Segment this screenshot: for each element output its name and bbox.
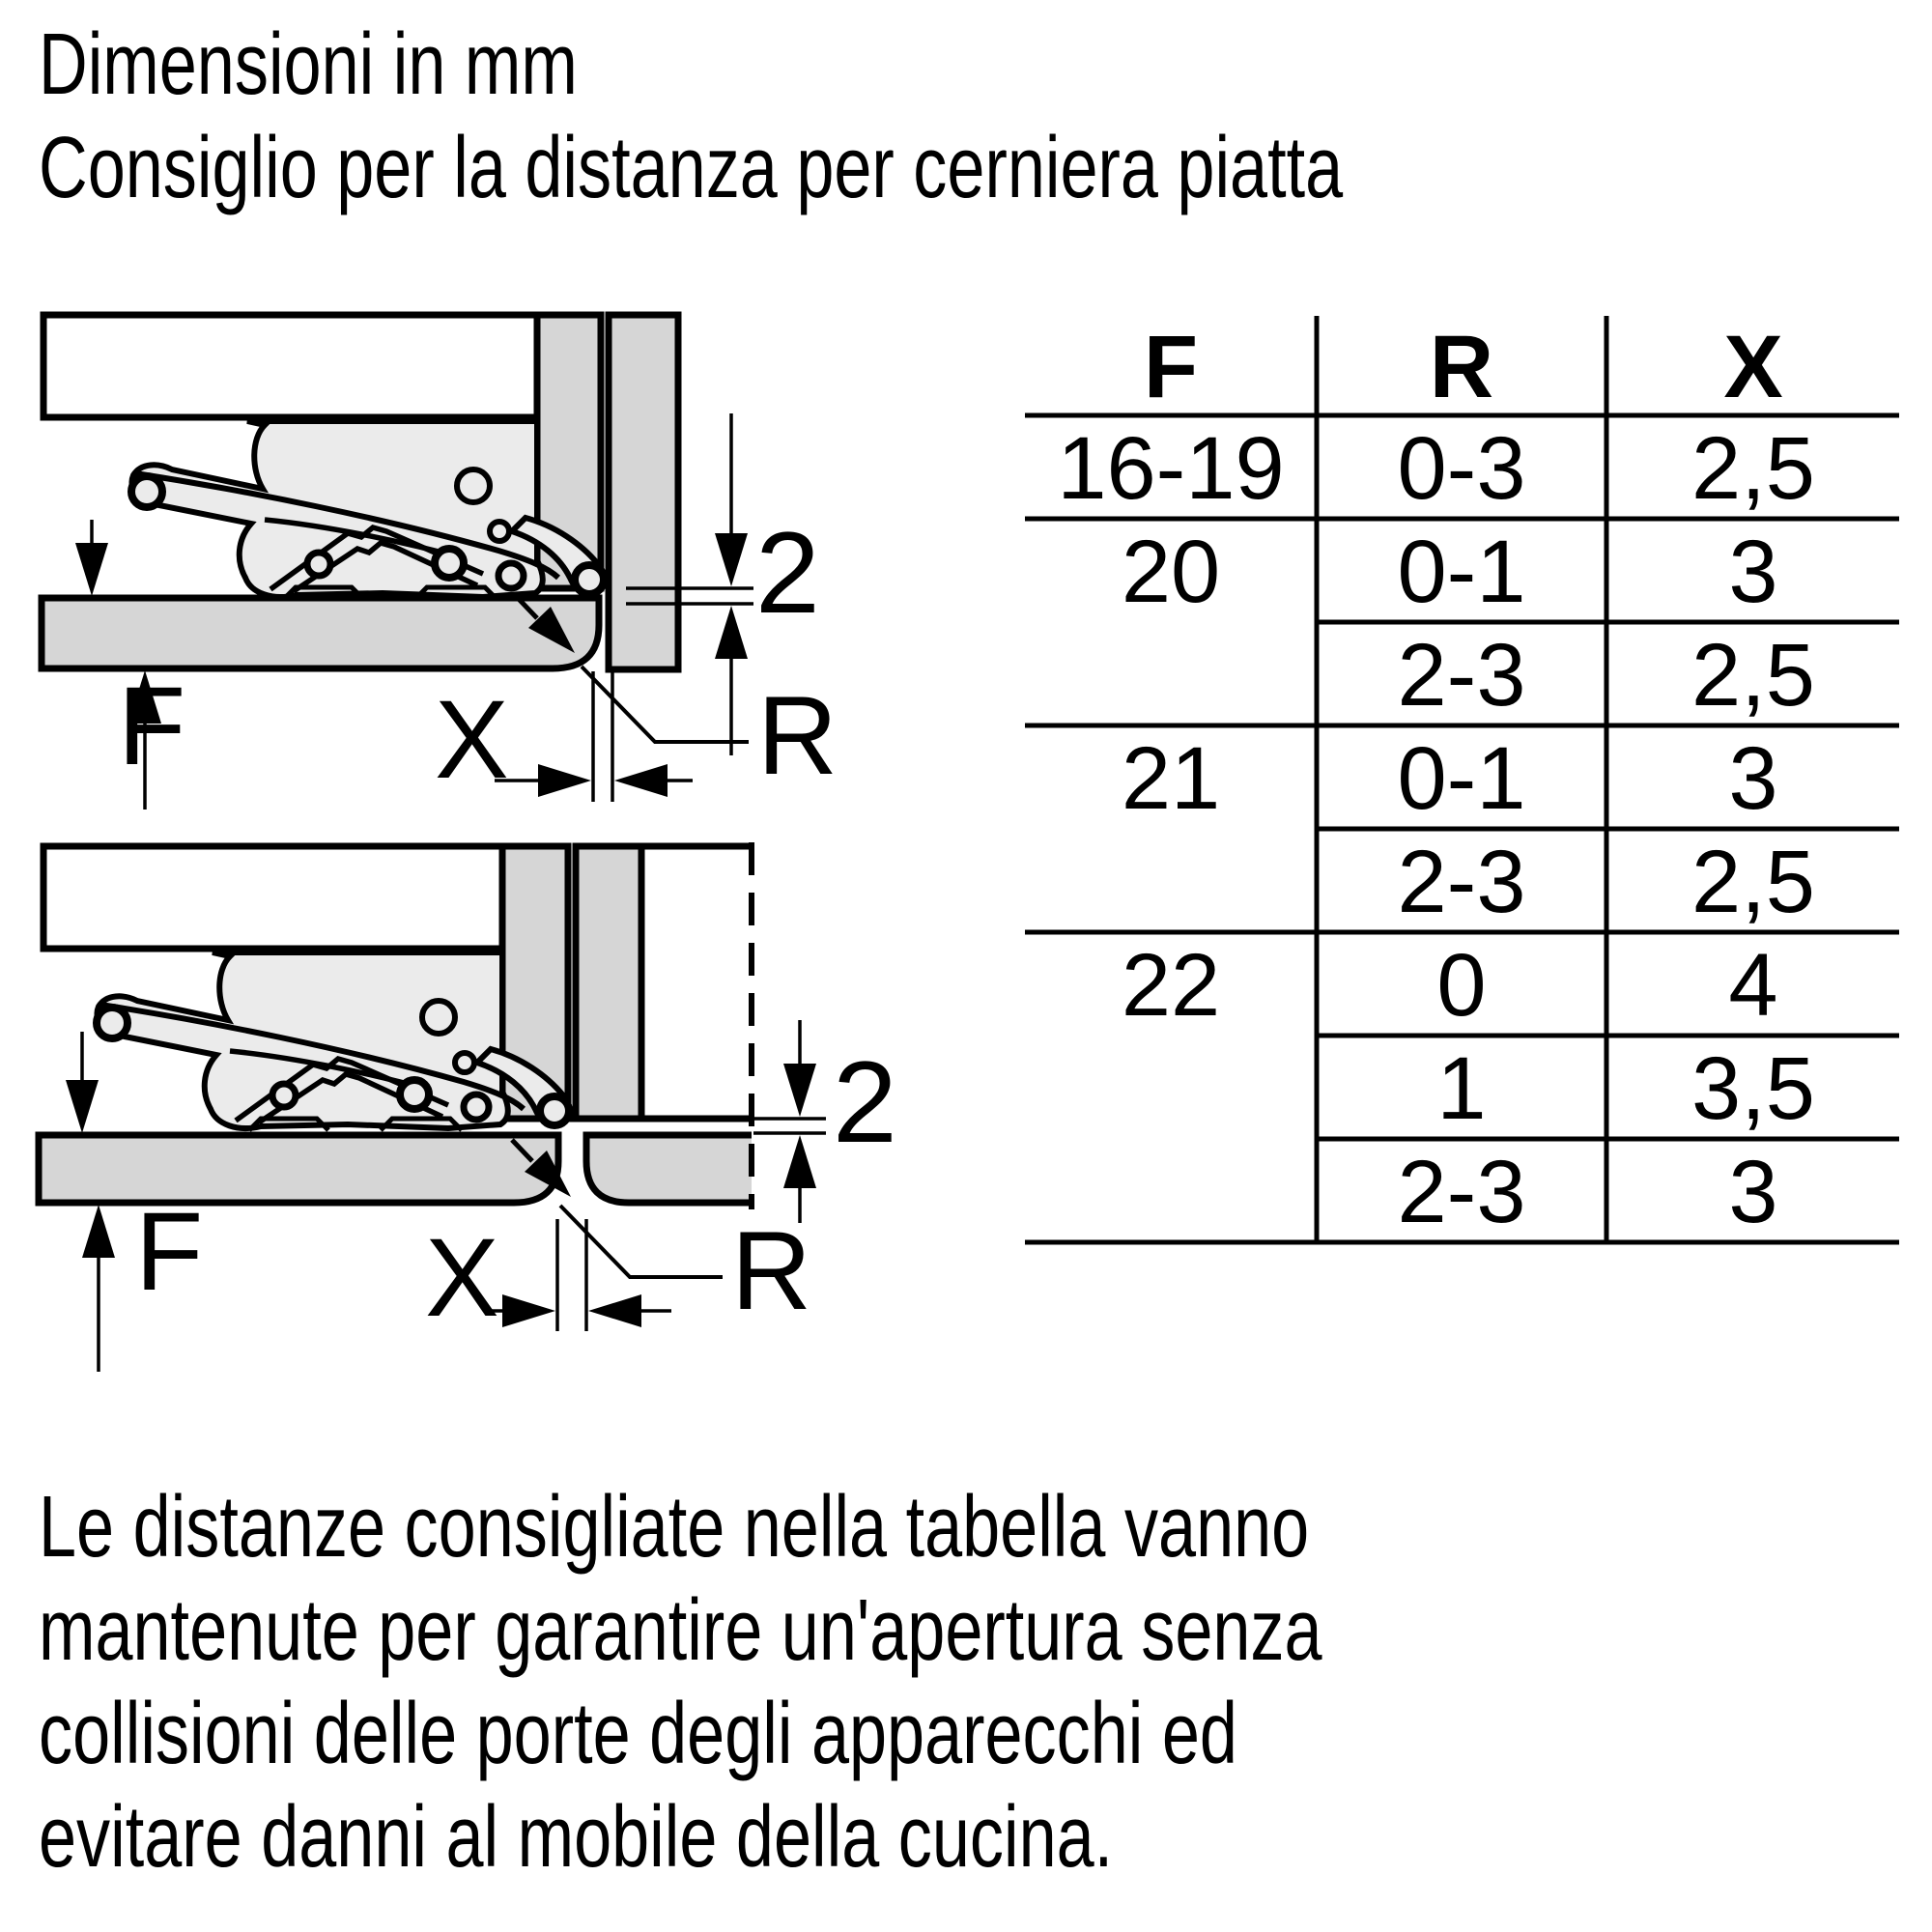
table-note xyxy=(39,1476,1322,1889)
arrow-down-icon xyxy=(75,543,108,596)
table-cell: 3 xyxy=(1728,729,1778,828)
arrow-right-icon xyxy=(538,764,591,797)
table-cell: 3 xyxy=(1728,1143,1778,1241)
diagram-door-on-door xyxy=(42,315,838,810)
arrow-down-icon xyxy=(715,533,748,586)
arrow-left-icon xyxy=(588,1294,641,1327)
furniture-door-panel xyxy=(576,846,641,1119)
furniture-bottom-panel xyxy=(42,598,599,668)
note-line-3: collisioni delle porte degli apparecchi ed xyxy=(39,1686,1237,1782)
gap-value-label: 2 xyxy=(833,1037,897,1167)
gap-extension-lines xyxy=(753,1119,826,1133)
r-label: R xyxy=(731,1209,812,1333)
arrow-left-icon xyxy=(614,764,668,797)
table-cell: 0-1 xyxy=(1397,729,1526,828)
table-cell: 21 xyxy=(1121,729,1221,828)
x-extension-lines xyxy=(557,1219,586,1331)
table-cell: 2,5 xyxy=(1691,419,1815,518)
table-cell: 2,5 xyxy=(1691,626,1815,724)
table-cell: 2-3 xyxy=(1397,1143,1526,1241)
furniture-door-panel xyxy=(609,315,678,669)
r-leader-line xyxy=(560,1206,723,1277)
x-label: X xyxy=(425,1216,499,1340)
table-cell: 1 xyxy=(1436,1039,1487,1138)
table-cell: 4 xyxy=(1728,936,1778,1035)
arrow-up-icon xyxy=(715,606,748,659)
table-cell: 2-3 xyxy=(1397,626,1526,724)
arrow-up-icon xyxy=(783,1135,816,1188)
f-label: F xyxy=(118,665,186,788)
r-label: R xyxy=(757,674,838,798)
table-cell: 2-3 xyxy=(1397,833,1526,931)
table-cell: 0-1 xyxy=(1397,523,1526,621)
table-cell: 2,5 xyxy=(1691,833,1815,931)
r-leader-line xyxy=(582,667,749,742)
table-cell: 0-3 xyxy=(1397,419,1526,518)
table-cell: 16-19 xyxy=(1057,419,1285,518)
note-line-1: Le distanze consigliate nella tabella vanno xyxy=(39,1479,1310,1576)
door-offset-dimension-x xyxy=(435,671,693,802)
table-cell: 0 xyxy=(1436,936,1487,1035)
title-line-1: Dimensioni in mm xyxy=(39,16,578,113)
appliance-cabinet xyxy=(43,846,502,949)
appliance-cabinet xyxy=(43,315,537,417)
table-header-x: X xyxy=(1723,318,1783,416)
clearance-table xyxy=(1025,316,1899,1242)
table-cell: 3,5 xyxy=(1691,1039,1815,1138)
title-line-2: Consiglio per la distanza per cerniera piatta xyxy=(39,120,1344,216)
gap-value-label: 2 xyxy=(755,508,820,638)
hinge-top xyxy=(131,421,605,599)
f-label: F xyxy=(135,1190,204,1314)
table-header-r: R xyxy=(1429,318,1494,416)
note-line-4: evitare danni al mobile della cucina. xyxy=(39,1789,1114,1886)
arrow-down-icon xyxy=(783,1064,816,1117)
furniture-bottom-panel-right-fill xyxy=(586,1135,752,1203)
arrow-down-icon xyxy=(66,1080,99,1133)
arrow-up-icon xyxy=(82,1205,115,1258)
gap-dimension-2 xyxy=(753,1020,897,1223)
table-header-f: F xyxy=(1143,318,1199,416)
table-cell: 20 xyxy=(1121,523,1221,621)
x-label: X xyxy=(435,678,509,802)
note-line-2: mantenute per garantire un'apertura senza xyxy=(39,1582,1322,1679)
hinge-bottom xyxy=(97,952,570,1130)
arrow-right-icon xyxy=(502,1294,555,1327)
table-cell: 3 xyxy=(1728,523,1778,621)
furniture-bottom-panel-left xyxy=(39,1135,558,1203)
table-cell: 22 xyxy=(1121,936,1221,1035)
diagram-sliding-door xyxy=(39,842,897,1372)
